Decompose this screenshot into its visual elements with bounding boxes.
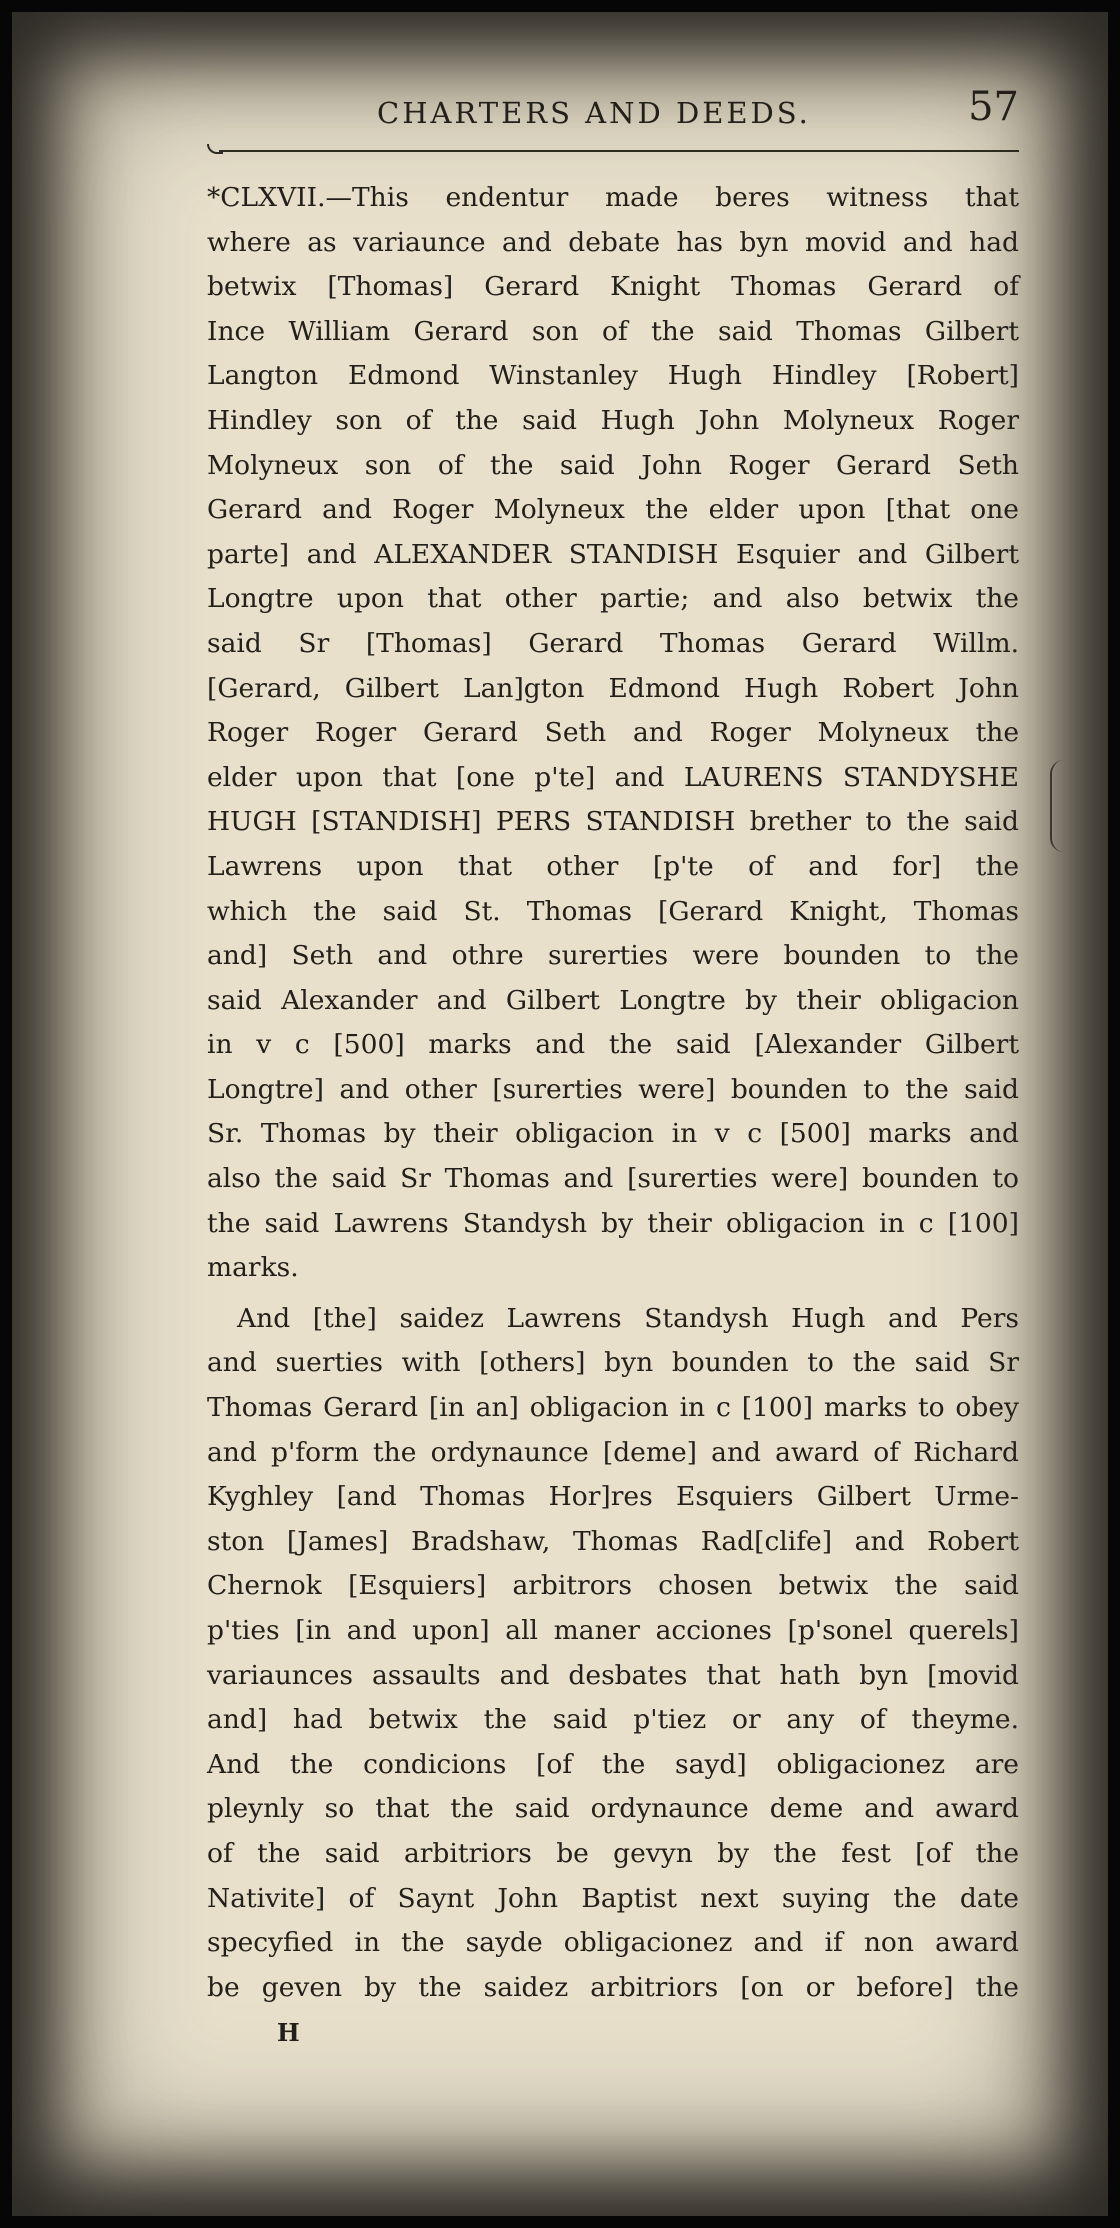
text-line: which the said St. Thomas [Gerard Knight, Thomas [207,895,1019,927]
text-line: Chernok [Esquiers] arbitrors chosen betwix the said [207,1570,1019,1602]
header-rule [207,144,1019,160]
text-line: in v c [500] marks and the said [Alexander Gilbert [207,1029,1019,1061]
rule-hook-ornament [207,144,223,154]
text-line: pleynly so that the said ordynaunce deme and award [207,1793,1019,1825]
text-line: Molyneux son of the said John Roger Gerard Seth [207,449,1019,481]
text-line: ston [James] Bradshaw, Thomas Rad[clife] and Robert [207,1525,1019,1557]
text-line: And the condicions [of the sayd] obligacionez are [207,1748,1019,1780]
book-page [12,12,1108,2216]
text-line: parte] and ALEXANDER STANDISH Esquier and Gilbert [207,538,1019,570]
text-line: and] had betwix the said p'tiez or any of theyme. [207,1704,1019,1736]
text-line: Kyghley [and Thomas Hor]res Esquiers Gilbert Urme- [207,1481,1019,1513]
text-line: Thomas Gerard [in an] obligacion in c [100] marks to obey [207,1392,1019,1424]
paragraph-charter-clxvii [207,176,1019,1291]
text-line: elder upon that [one p'te] and LAURENS STANDYSHE [207,761,1019,793]
text-line: Longtre] and other [surerties were] bounden to the said [207,1073,1019,1105]
text-line: Lawrens upon that other [p'te of and for] the [207,850,1019,882]
text-line: *CLXVII.—This endentur made beres witness that [207,182,1019,213]
text-line: said Alexander and Gilbert Longtre by their obligacion [207,984,1019,1016]
margin-bracket-mark [1050,760,1066,852]
text-line: p'ties [in and upon] all maner acciones [p'sonel querels] [207,1615,1019,1646]
text-line: betwix [Thomas] Gerard Knight Thomas Gerard of [207,271,1019,303]
text-line: Nativite] of Saynt John Baptist next suying the date [207,1882,1019,1914]
text-line: the said Lawrens Standysh by their obligacion in c [100] [207,1207,1019,1239]
rule-line [219,150,1019,152]
text-line: Roger Roger Gerard Seth and Roger Molyneux the [207,717,1019,749]
text-line: and] Seth and othre surerties were bounden to the [207,940,1019,972]
running-head [207,82,1019,144]
text-line: specyfied in the sayde obligacionez and if non award [207,1927,1019,1959]
text-line: variaunces assaults and desbates that hath byn [movid [207,1659,1019,1691]
paragraph-bond-conditions [207,1297,1019,2011]
text-line: and p'form the ordynaunce [deme] and award of Richard [207,1436,1019,1468]
text-line: Longtre upon that other partie; and also betwix the [207,583,1019,615]
text-line: Sr. Thomas by their obligacion in v c [500] marks and [207,1118,1019,1150]
text-line: of the said arbitriors be gevyn by the fest [of the [207,1837,1019,1869]
signature-mark: H [277,2018,300,2048]
text-line: where as variaunce and debate has byn movid and had [207,226,1019,258]
text-line: [Gerard, Gilbert Lan]gton Edmond Hugh Robert John [207,672,1019,704]
text-line: also the said Sr Thomas and [surerties were] bounden to [207,1163,1019,1195]
text-line: said Sr [Thomas] Gerard Thomas Gerard Willm. [207,627,1019,659]
running-title: CHARTERS AND DEEDS. [377,96,811,130]
page-content [207,82,1019,2047]
text-line: And [the] saidez Lawrens Standysh Hugh and Pers [237,1302,1019,1334]
text-line: be geven by the saidez arbitriors [on or before] the [207,1971,1019,2003]
text-line: Ince William Gerard son of the said Thomas Gilbert [207,315,1019,347]
text-line: marks. [207,1252,299,1284]
text-line: HUGH [STANDISH] PERS STANDISH brether to the said [207,806,1019,838]
text-line: Hindley son of the said Hugh John Molyneux Roger [207,404,1019,436]
text-line: Gerard and Roger Molyneux the elder upon [that one [207,494,1019,526]
text-line: and suerties with [others] byn bounden to the said Sr [207,1347,1019,1379]
page-number: 57 [968,84,1019,130]
text-line: Langton Edmond Winstanley Hugh Hindley [Robert] [207,360,1019,392]
